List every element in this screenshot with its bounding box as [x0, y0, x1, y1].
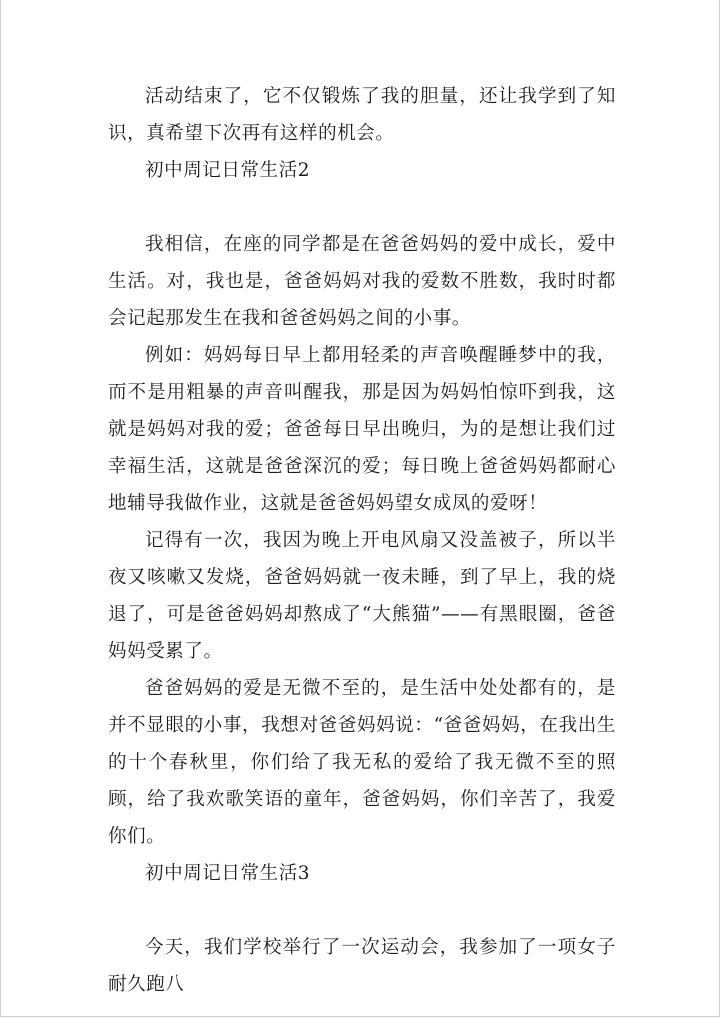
paragraph-examples: 例如：妈妈每日早上都用轻柔的声音唤醒睡梦中的我，而不是用粗暴的声音叫醒我，那是因为妈妈怕惊吓到我，这就是妈妈对我的爱；爸爸每日早出晚归，为的是想让我们过幸福生活，这就是爸爸深沉的爱；每日晚上爸爸妈妈都耐心地辅导我做作业，这就是爸爸妈妈望女成凤的爱呀！ — [108, 345, 616, 514]
document-body — [108, 78, 616, 1003]
section-heading-3: 初中周记日常生活3 — [145, 863, 311, 884]
section-heading-2: 初中周记日常生活2 — [145, 160, 311, 181]
blank-line — [108, 189, 616, 226]
paragraph-fever-story: 记得有一次，我因为晚上开电风扇又没盖被子，所以半夜又咳嗽又发烧，爸爸妈妈就一夜未睡，到了早上，我的烧退了，可是爸爸妈妈却熬成了“大熊猫”——有黑眼圈，爸爸妈妈受累了。 — [108, 530, 616, 662]
paragraph-thanks-parents: 爸爸妈妈的爱是无微不至的，是生活中处处都有的，是并不显眼的小事，我想对爸爸妈妈说：“爸爸妈妈，在我出生的十个春秋里，你们给了我无私的爱给了我无微不至的照顾，给了我欢歌笑语的童年，爸爸妈妈，你们辛苦了，我爱你们。 — [108, 678, 616, 847]
blank-line — [108, 892, 616, 929]
paragraph-activity-end: 活动结束了，它不仅锻炼了我的胆量，还让我学到了知识，真希望下次再有这样的机会。 — [108, 86, 616, 144]
paragraph-parents-love-intro: 我相信，在座的同学都是在爸爸妈妈的爱中成长，爱中生活。对，我也是，爸爸妈妈对我的爱数不胜数，我时时都会记起那发生在我和爸爸妈妈之间的小事。 — [108, 234, 616, 329]
paragraph-sports-meet: 今天，我们学校举行了一次运动会，我参加了一项女子耐久跑八 — [108, 937, 616, 995]
